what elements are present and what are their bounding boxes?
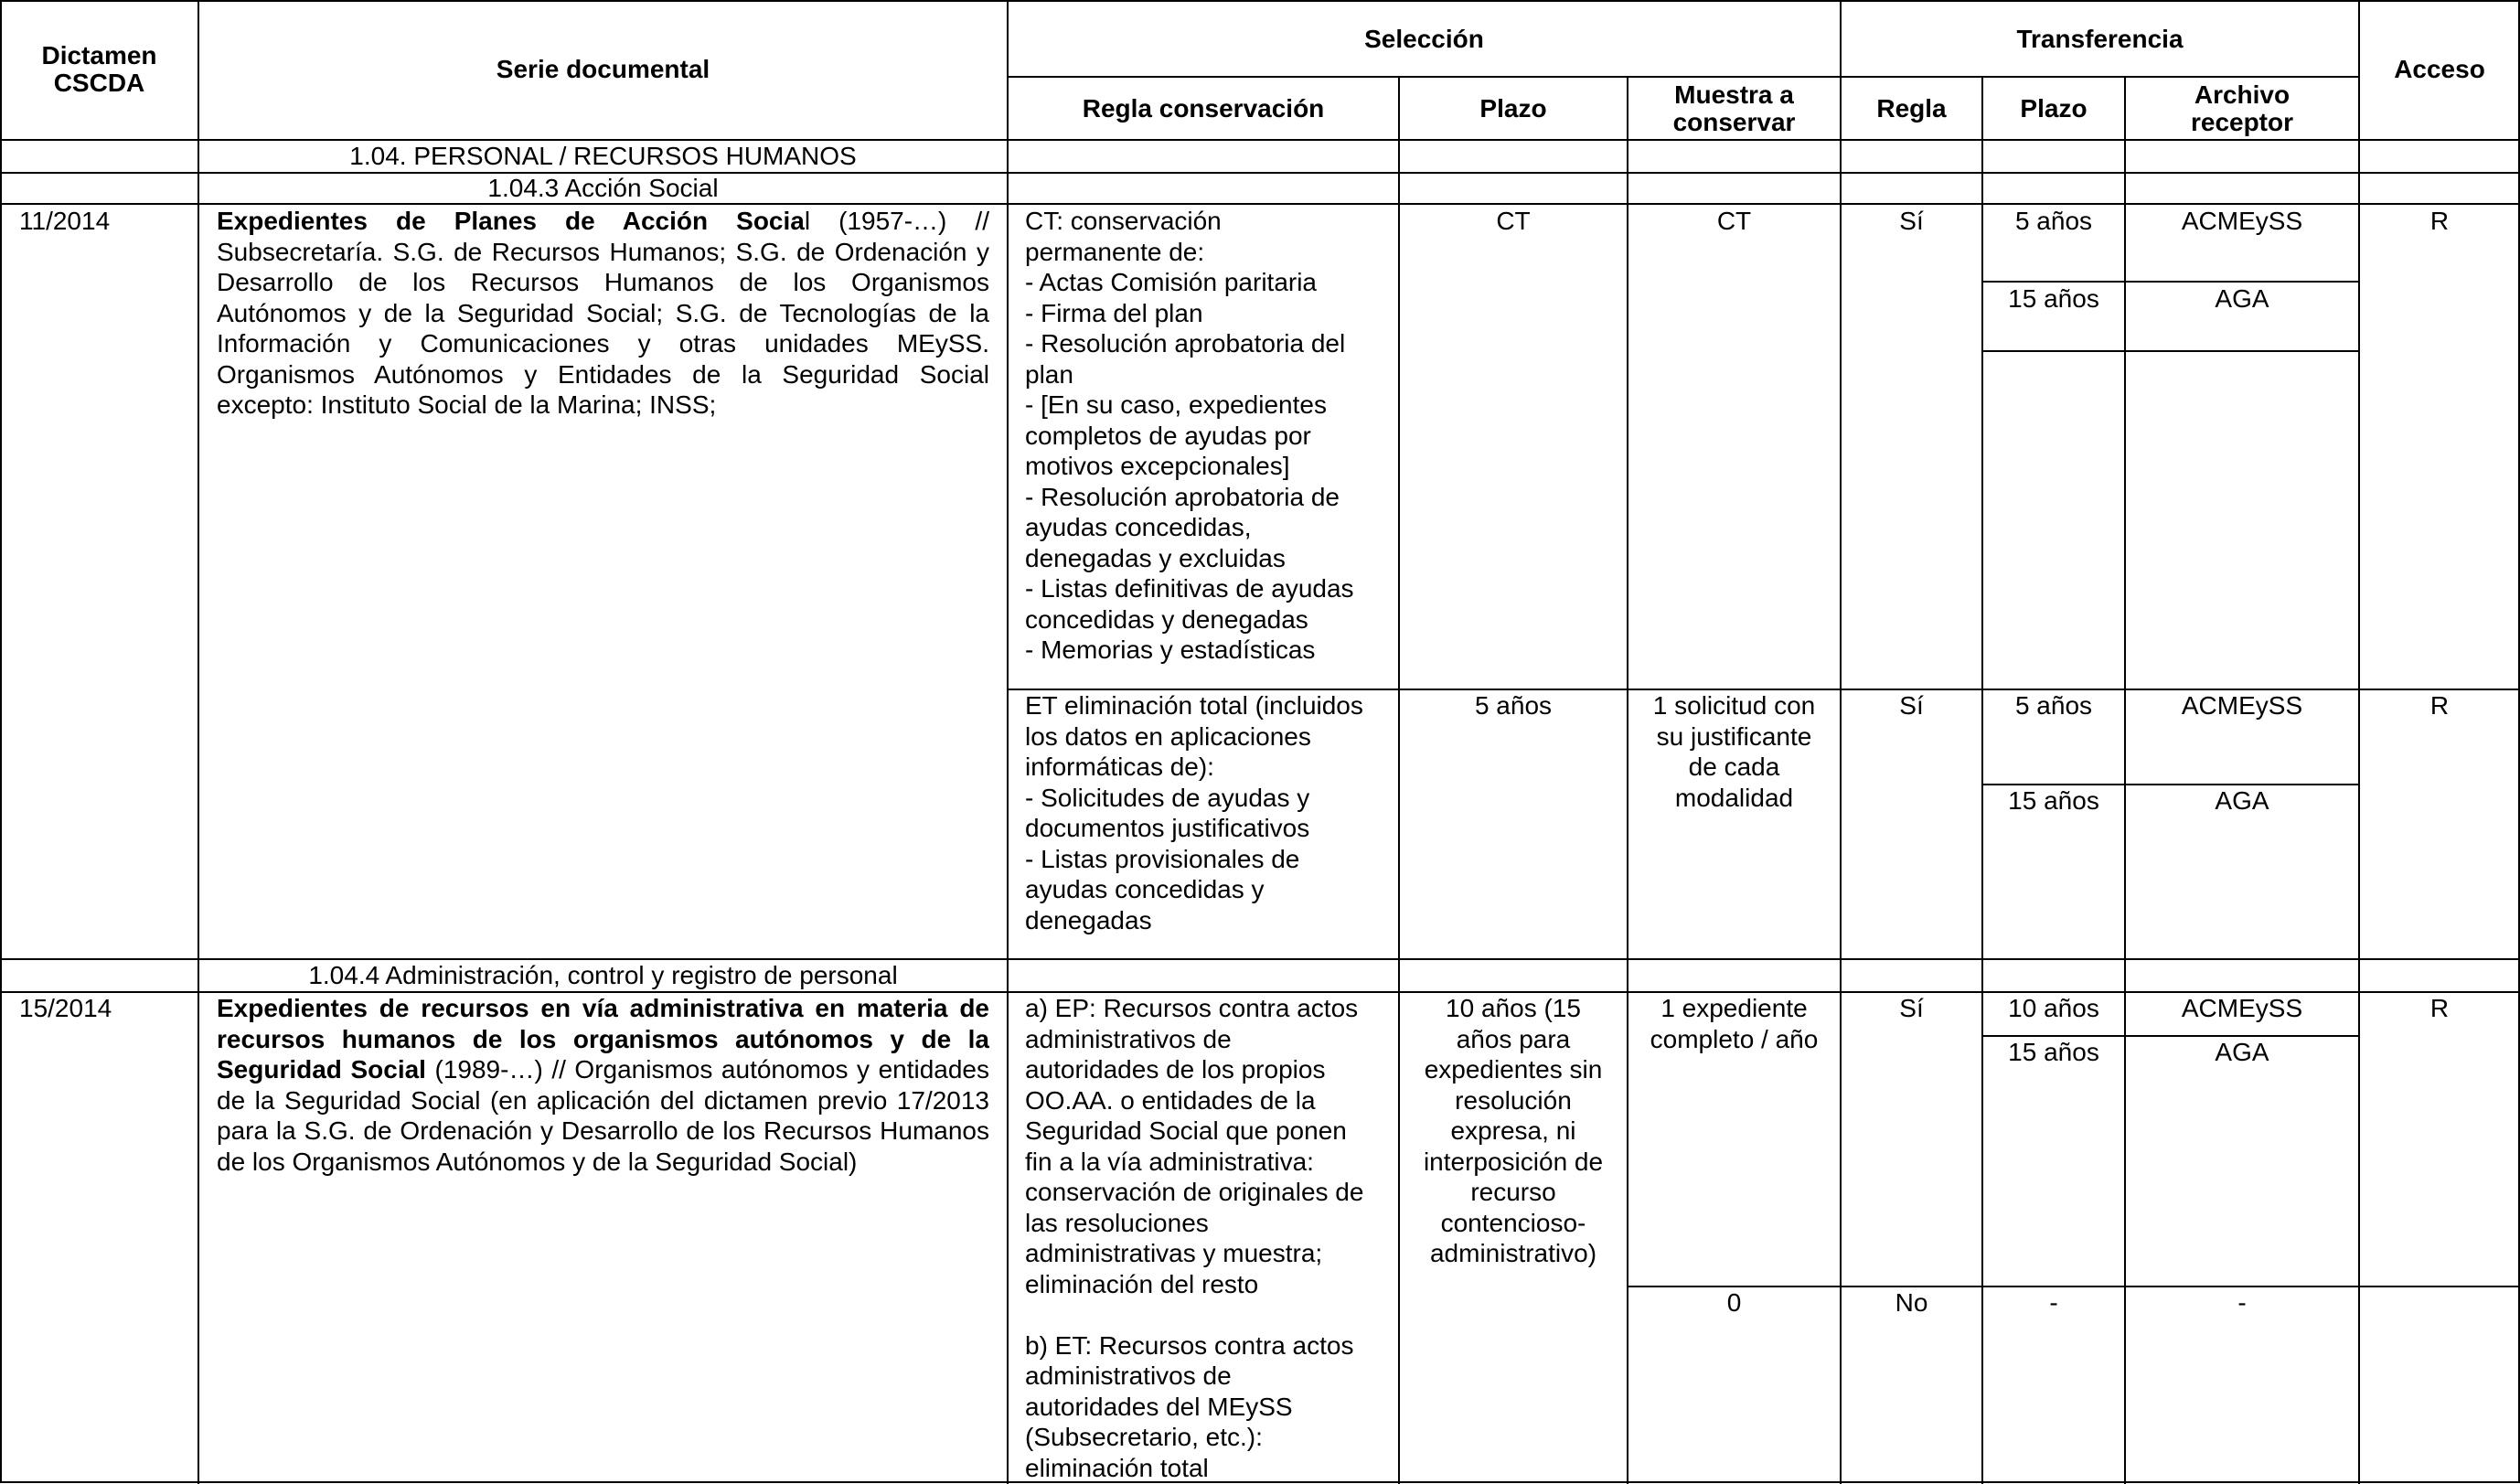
row1-et-archivo-1: ACMEySS	[2181, 691, 2303, 720]
header-seleccion: Selección	[1364, 25, 1484, 53]
row1-dictamen: 11/2014	[19, 207, 111, 235]
row1-et-plazo-2: 15 años	[2008, 786, 2099, 815]
row2-et-plazo: -	[2049, 1288, 2058, 1317]
row1-ct-archivo-2: AGA	[2215, 284, 2269, 313]
header-muestra-conservar: Muestra a conservar	[1672, 80, 1796, 136]
row1-ct-plazo-1: 5 años	[2014, 207, 2093, 235]
header-plazo-transferencia: Plazo	[2020, 93, 2088, 123]
row2-et-regla-transferencia: No	[1895, 1288, 1928, 1317]
row2-ep-plazo-1: 10 años	[2008, 994, 2099, 1022]
row1-ct-muestra: CT	[1716, 207, 1752, 235]
header-serie-documental: Serie documental	[496, 55, 710, 83]
row2-et-muestra: 0	[1726, 1288, 1742, 1317]
row2-ep-archivo-1: ACMEySS	[2181, 994, 2303, 1022]
header-regla-transferencia: Regla	[1876, 93, 1947, 123]
row2-plazo: 10 años (15 años para expedientes sin resolución expresa, ni interposición de recurso contencioso- administrativo)	[1423, 994, 1604, 1267]
row1-et-acceso: R	[2429, 691, 2450, 720]
row1-ct-acceso: R	[2429, 207, 2450, 235]
row1-et-plazo: 5 años	[1474, 691, 1553, 720]
row1-et-plazo-1: 5 años	[2014, 691, 2093, 720]
section-personal-recursos-humanos: 1.04. PERSONAL / RECURSOS HUMANOS	[349, 142, 857, 170]
row1-serie-title: Expedientes de Planes de Acción Socia	[217, 207, 805, 235]
header-archivo-receptor: Archivo receptor	[2190, 80, 2294, 136]
row2-serie-desc: (1989-…) // Organismos autónomos y entidades de la Seguridad Social (en aplicación del dictamen previo 17/2013 para la S.G. de Ordenación y Desarrollo de los Recursos Humanos de los Organismos Autónomos y de la Seguridad Social)	[217, 1055, 989, 1176]
header-transferencia: Transferencia	[2016, 25, 2184, 53]
row1-serie-desc: l (1957-…) // Subsecretaría. S.G. de Recursos Humanos; S.G. de Ordenación y Desarrollo de los Recursos Humanos de los Organismos Autónomos y de la Seguridad Social; S.G. de Tecnologías de la Información y Comunicaciones y otras unidades MEySS. Organismos Autónomos y Entidades de la Seguridad Social excepto: Instituto Social de la Marina; INSS;	[217, 207, 989, 419]
row2-ep-acceso: R	[2429, 994, 2450, 1022]
row1-ct-archivo-1: ACMEySS	[2181, 207, 2303, 235]
header-dictamen-cscda: Dictamen CSCDA	[41, 41, 157, 97]
row1-et-muestra: 1 solicitud con su justificante de cada modalidad	[1652, 691, 1816, 812]
row1-ct-regla: CT: conservación permanente de: - Actas Comisión paritaria - Firma del plan - Resolución aprobatoria del plan - [En su caso, expedientes completos de ayudas por motivos excepcionales] - Resolución aprobatoria de ayudas concedidas, denegadas y excluidas - Listas definitivas de ayudas concedidas y denegadas - Memorias y estadísticas	[1025, 207, 1354, 664]
row2-ep-regla-transferencia: Sí	[1899, 994, 1924, 1022]
row1-serie-documental	[217, 206, 989, 421]
header-plazo-seleccion: Plazo	[1479, 93, 1547, 123]
header-regla-conservacion: Regla conservación	[1082, 93, 1325, 123]
row1-ct-plazo: CT	[1496, 207, 1531, 235]
row2-serie-title: Expedientes de recursos en vía administrativa en materia de recursos humanos de los organismos autónomos y de la Seguridad Social	[217, 994, 989, 1084]
row2-et-archivo: -	[2237, 1288, 2247, 1317]
row1-ct-regla-transferencia: Sí	[1899, 207, 1924, 235]
row2-ep-archivo-2: AGA	[2215, 1038, 2269, 1066]
section-administracion-control: 1.04.4 Administración, control y registro de personal	[308, 961, 898, 989]
row2-dictamen: 15/2014	[19, 994, 112, 1022]
row2-ep-plazo-2: 15 años	[2008, 1038, 2099, 1066]
row1-et-archivo-2: AGA	[2215, 786, 2269, 815]
row2-regla: a) EP: Recursos contra actos administrativos de autoridades de los propios OO.AA. o entidades de la Seguridad Social que ponen fin a la vía administrativa: conservación de originales de las resoluciones administrativas y muestra; eliminación del resto b) ET: Recursos contra actos administrativos de autoridades del MEySS (Subsecretario, etc.): eliminación total	[1025, 994, 1364, 1482]
row2-serie-documental	[217, 993, 989, 1177]
header-acceso: Acceso	[2394, 55, 2485, 83]
row2-ep-muestra: 1 expediente completo / año	[1650, 994, 1819, 1053]
section-accion-social: 1.04.3 Acción Social	[487, 174, 719, 202]
row1-et-regla-transferencia: Sí	[1899, 691, 1924, 720]
row1-et-regla: ET eliminación total (incluidos los datos en aplicaciones informáticas de): - Solicitudes de ayudas y documentos justificativos - Listas provisionales de ayudas concedidas y denegadas	[1025, 691, 1363, 934]
row1-ct-plazo-2: 15 años	[2008, 284, 2099, 313]
